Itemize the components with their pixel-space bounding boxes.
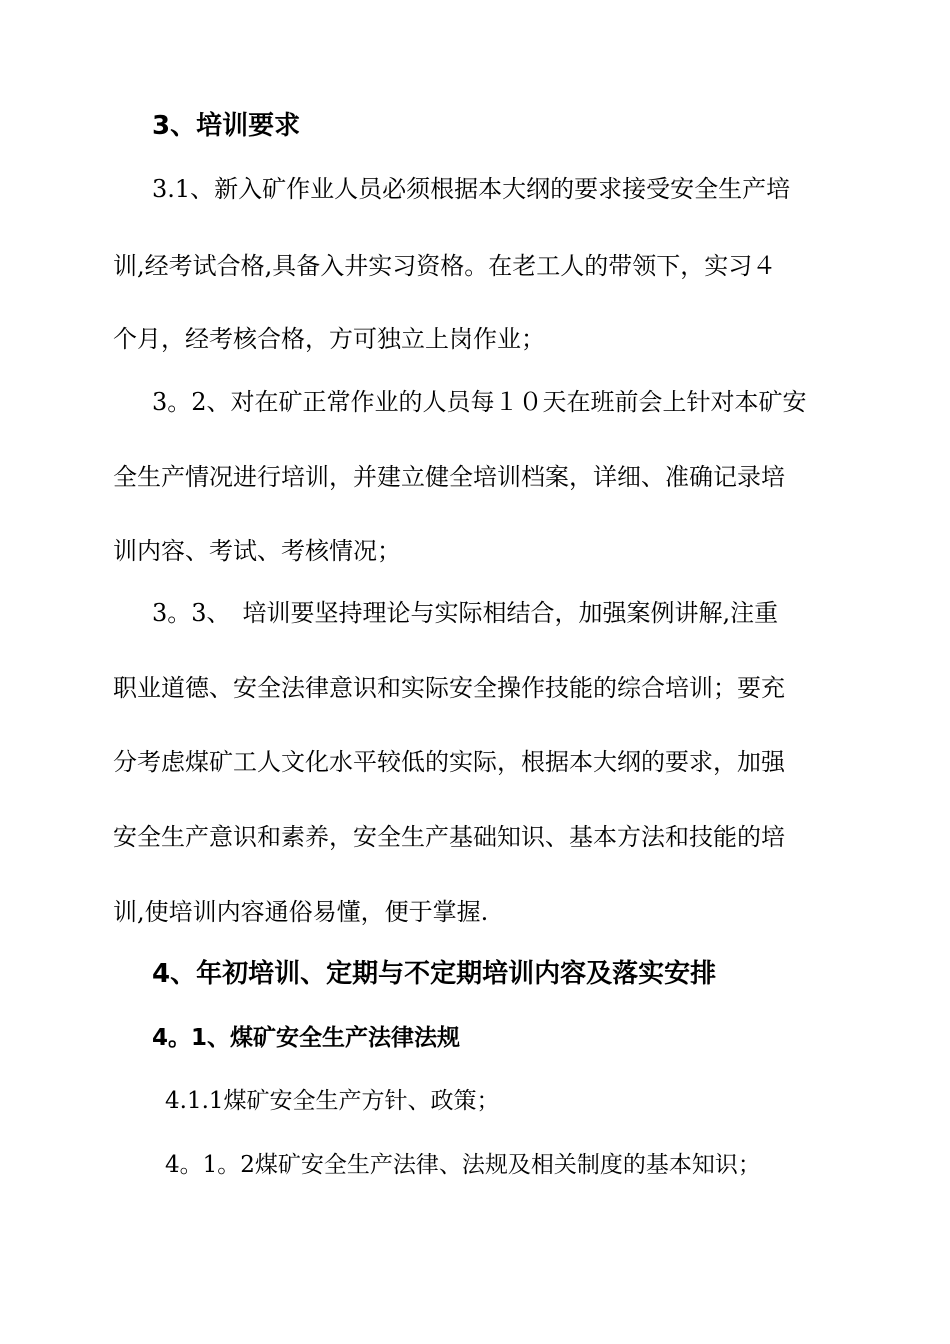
section-4-1-2-item: 4。1。2煤矿安全生产法律、法规及相关制度的基本知识； [165,1152,761,1178]
section-3-1-line-2: 训,经考试合格,具备入井实习资格。在老工人的带领下，实习４ [113,252,777,280]
section-4-1-heading: 4。1、煤矿安全生产法律法规 [152,1025,461,1051]
section-3-2-line-3: 训内容、考试、考核情况； [113,537,401,565]
section-3-1-line-1: 3.1、新入矿作业人员必须根据本大纲的要求接受安全生产培 [152,175,791,203]
section-3-1-line-3: 个月，经考核合格，方可独立上岗作业； [113,325,545,353]
section-3-2-line-2: 全生产情况进行培训，并建立健全培训档案，详细、准确记录培 [113,463,785,491]
section-4-heading: 4、年初培训、定期与不定期培训内容及落实安排 [152,959,717,989]
section-4-1-1-item: 4.1.1煤矿安全生产方针、政策； [165,1088,500,1114]
section-3-heading: 3、培训要求 [152,111,301,141]
section-3-3-line-1: 3。3、 培训要坚持理论与实际相结合，加强案例讲解,注重 [152,599,779,627]
section-3-3-line-3: 分考虑煤矿工人文化水平较低的实际，根据本大纲的要求，加强 [113,748,785,776]
section-3-2-line-1: 3。2、对在矿正常作业的人员每１０天在班前会上针对本矿安 [152,388,807,416]
section-3-3-line-5: 训,使培训内容通俗易懂，便于掌握. [113,898,489,926]
section-3-3-line-4: 安全生产意识和素养，安全生产基础知识、基本方法和技能的培 [113,823,785,851]
section-3-3-line-2: 职业道德、安全法律意识和实际安全操作技能的综合培训；要充 [113,674,785,702]
